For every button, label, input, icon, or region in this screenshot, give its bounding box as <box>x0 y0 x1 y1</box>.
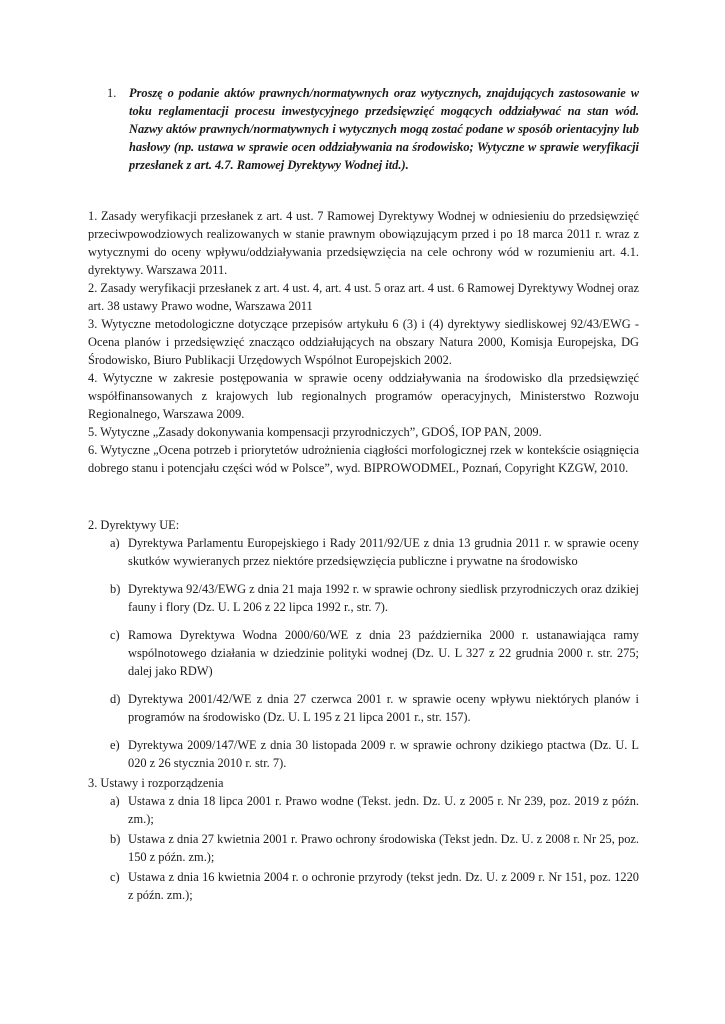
laws-heading: 3. Ustawy i rozporządzenia <box>88 776 224 790</box>
list-item <box>88 830 639 866</box>
list-item-text: Dyrektywa 2001/42/WE z dnia 27 czerwca 2001 r. w sprawie oceny wpływu niektórych planów i programów na środowisko (Dz. U. L 195 z 21 lipca 2001 r., str. 157). <box>128 692 639 724</box>
list-item <box>88 534 639 570</box>
guideline-item: 2. Zasady weryfikacji przesłanek z art. 4 ust. 4, art. 4 ust. 5 oraz art. 4 ust. 6 Ramowej Dyrektywy Wodnej oraz art. 38 ustawy Prawo wodne, Warszawa 2011 <box>88 281 639 313</box>
list-item-label: c) <box>110 870 120 884</box>
list-item-label: c) <box>110 628 120 642</box>
eu-directives-heading: 2. Dyrektywy UE: <box>88 518 180 532</box>
list-item-label: b) <box>110 832 121 846</box>
question-text: Proszę o podanie aktów prawnych/normatywnych oraz wytycznych, znajdujących zastosowanie w toku reglamentacji procesu inwestycyjnego przedsięwzięć mogących oddziaływać na stan wód. Nazwy aktów prawnych/normatywnych i wytycznych mogą zostać podane w sposób orientacyjny lub hasłowy (np. ustawa w sprawie ocen oddziaływania na środowisko; Wytyczne w sprawie weryfikacji przesłanek z art. 4.7. Ramowej Dyrektywy Wodnej itd.). <box>129 86 639 172</box>
list-item-text: Ustawa z dnia 16 kwietnia 2004 r. o ochronie przyrody (tekst jedn. Dz. U. z 2009 r. Nr 151, poz. 1220 z późn. zm.); <box>128 870 639 902</box>
question-number: 1. <box>107 86 117 100</box>
list-item-text: Dyrektywa 2009/147/WE z dnia 30 listopada 2009 r. w sprawie ochrony dzikiego ptactwa (Dz. U. L 020 z 26 stycznia 2010 r. str. 7). <box>128 738 639 770</box>
list-item <box>88 690 639 726</box>
list-item-text: Dyrektywa 92/43/EWG z dnia 21 maja 1992 r. w sprawie ochrony siedlisk przyrodniczych oraz dzikiej fauny i flory (Dz. U. L 206 z 22 lipca 1992 r., str. 7). <box>128 582 639 614</box>
list-item <box>88 626 639 680</box>
list-item-label: d) <box>110 692 121 706</box>
guideline-item: 3. Wytyczne metodologiczne dotyczące przepisów artykułu 6 (3) i (4) dyrektywy siedliskowej 92/43/EWG - Ocena planów i przedsięwzięć znacząco oddziałujących na obszary Natura 2000, Komisja Europejska, DG Środowisko, Biuro Publikacji Urzędowych Wspólnot Europejskich 2002. <box>88 317 639 367</box>
list-item-text: Ramowa Dyrektywa Wodna 2000/60/WE z dnia 23 października 2000 r. ustanawiająca ramy wspólnotowego działania w dziedzinie polityki wodnej (Dz. U. L 327 z 22 grudnia 2000 r. str. 275; dalej jako RDW) <box>128 628 639 678</box>
eu-directives-list <box>88 534 639 772</box>
list-item-label: e) <box>110 738 120 752</box>
list-item-text: Ustawa z dnia 18 lipca 2001 r. Prawo wodne (Tekst. jedn. Dz. U. z 2005 r. Nr 239, poz. 2019 z późn. zm.); <box>128 794 639 826</box>
guidelines-list <box>88 207 639 477</box>
list-item-text: Ustawa z dnia 27 kwietnia 2001 r. Prawo ochrony środowiska (Tekst jedn. Dz. U. z 2008 r. Nr 25, poz. 150 z późn. zm.); <box>128 832 639 864</box>
list-item-text: Dyrektywa Parlamentu Europejskiego i Rady 2011/92/UE z dnia 13 grudnia 2011 r. w sprawie oceny skutków wywieranych przez niektóre przedsięwzięcia publiczne i prywatne na środowisko <box>128 536 639 568</box>
list-item <box>88 580 639 616</box>
laws-list <box>88 792 639 904</box>
list-item-label: a) <box>110 536 120 550</box>
guideline-item: 5. Wytyczne „Zasady dokonywania kompensacji przyrodniczych”, GDOŚ, IOP PAN, 2009. <box>88 425 542 439</box>
list-item <box>88 736 639 772</box>
list-item <box>88 792 639 828</box>
list-item <box>88 868 639 904</box>
guideline-item: 1. Zasady weryfikacji przesłanek z art. 4 ust. 7 Ramowej Dyrektywy Wodnej w odniesieniu do przedsięwzięć przeciwpowodziowych realizowanych w stanie prawnym obowiązującym przed i po 18 marca 2011 r. wraz z wytycznymi do oceny wpływu/oddziaływania przedsięwzięcia na cele ochrony wód w rozumieniu art. 4.1. dyrektywy. Warszawa 2011. <box>88 209 639 277</box>
guideline-item: 6. Wytyczne „Ocena potrzeb i priorytetów udrożnienia ciągłości morfologicznej rzek w kontekście osiągnięcia dobrego stanu i potencjału części wód w Polsce”, wyd. BIPROWODMEL, Poznań, Copyright KZGW, 2010. <box>88 443 639 475</box>
list-item-label: b) <box>110 582 121 596</box>
list-item-label: a) <box>110 794 120 808</box>
guideline-item: 4. Wytyczne w zakresie postępowania w sprawie oceny oddziaływania na środowisko dla przedsięwzięć współfinansowanych z krajowych lub regionalnych programów operacyjnych, Ministerstwo Rozwoju Regionalnego, Warszawa 2009. <box>88 371 639 421</box>
question-block <box>107 84 639 174</box>
